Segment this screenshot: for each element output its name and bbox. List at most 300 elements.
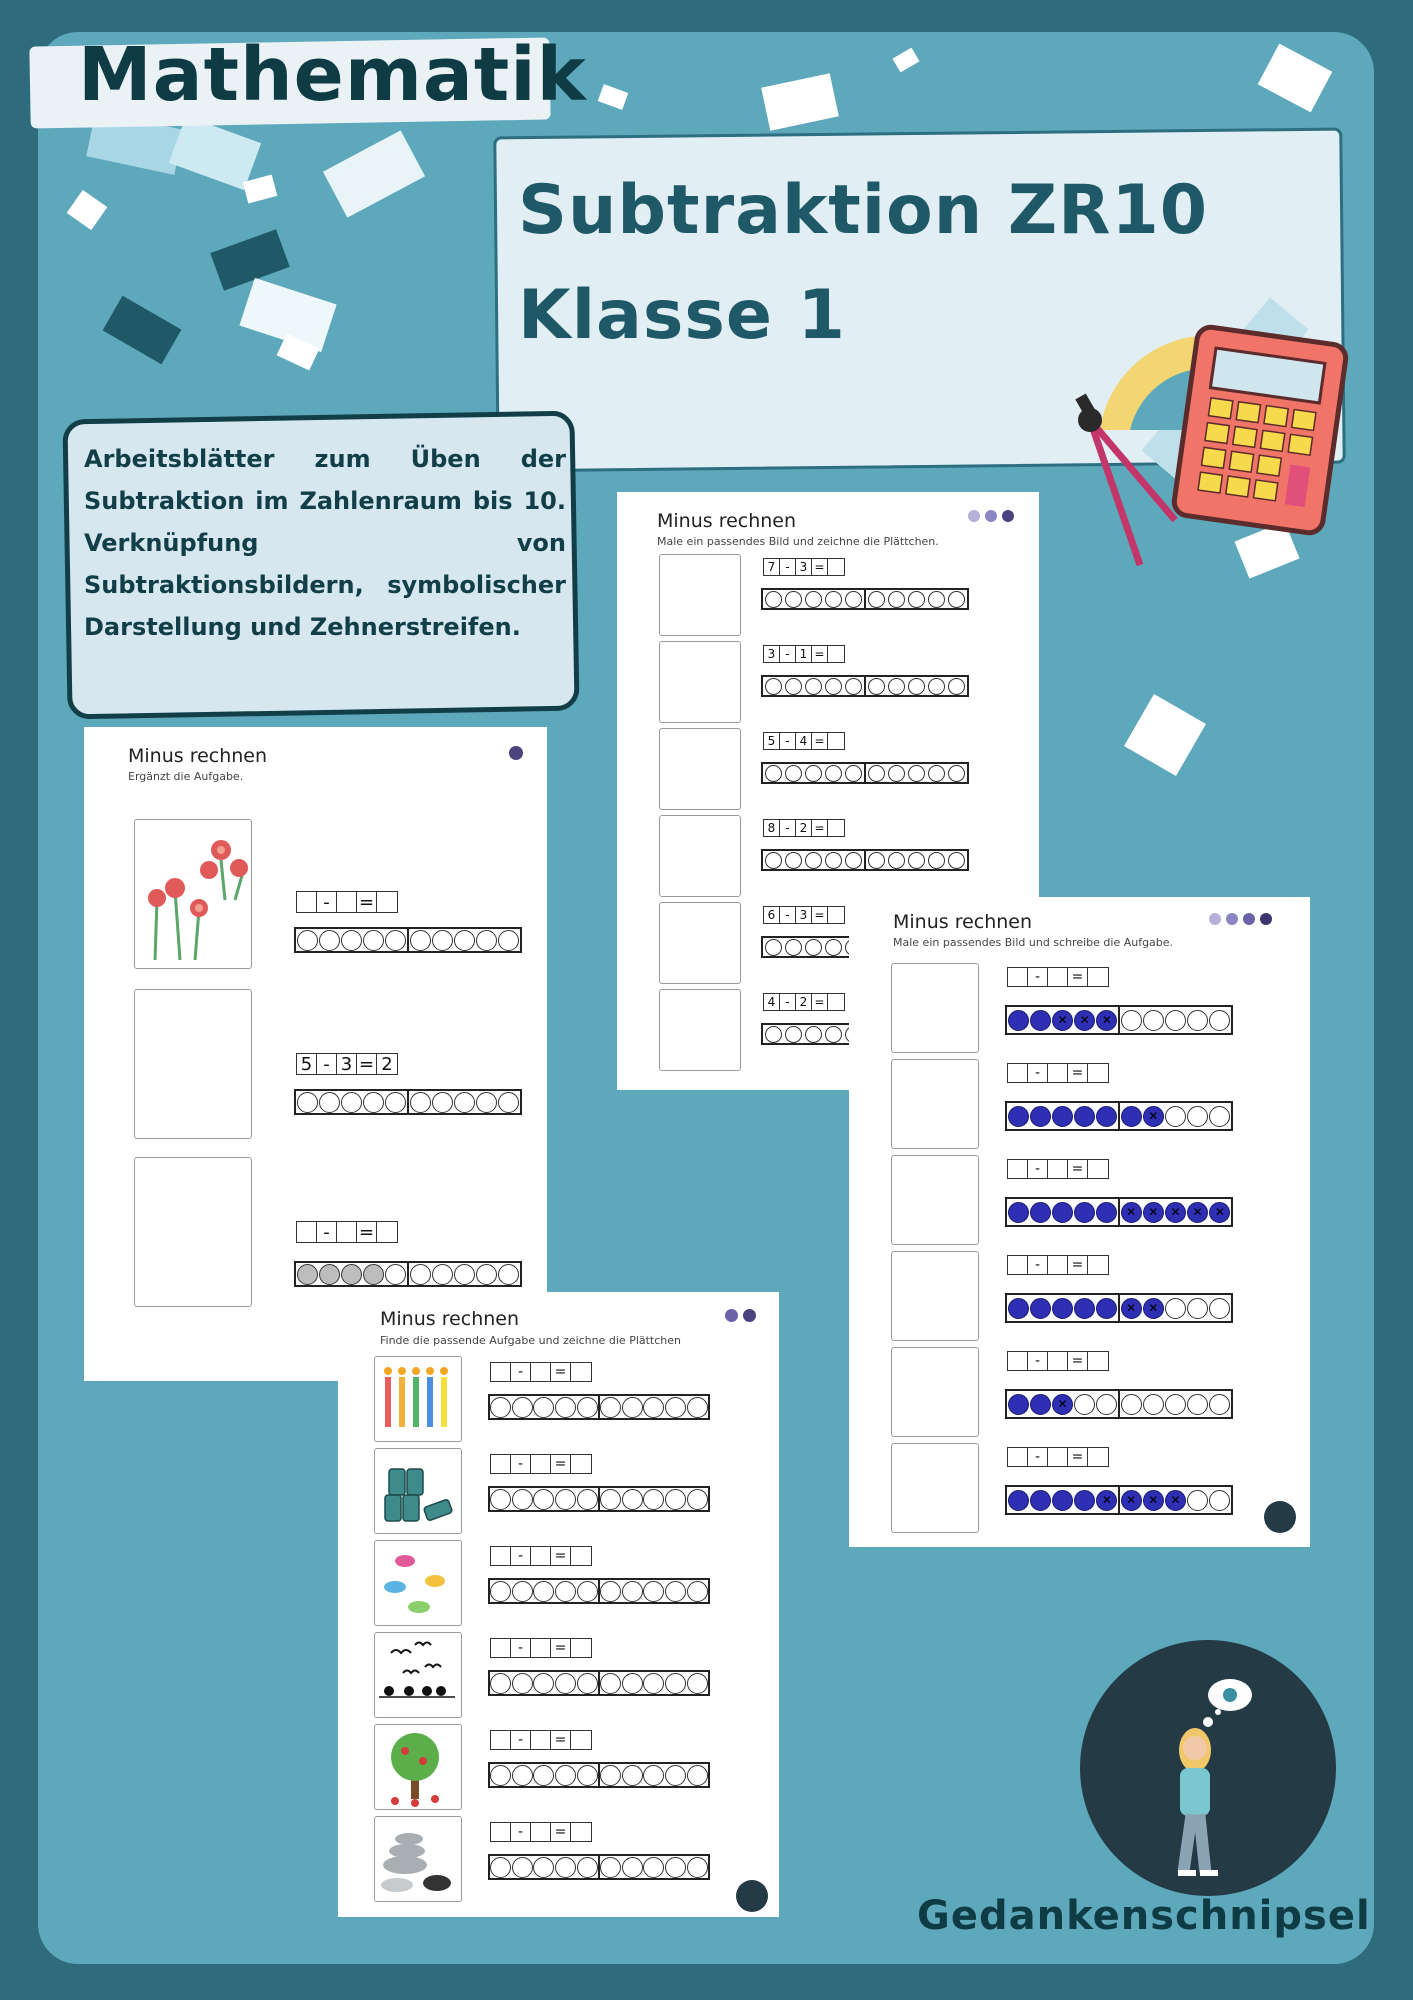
counter-circle xyxy=(868,765,885,782)
equation-cell: 5 xyxy=(297,1054,317,1074)
ten-frame-strip xyxy=(294,1089,522,1115)
equation-cell xyxy=(1088,1448,1108,1466)
counter-circle xyxy=(1165,1394,1186,1415)
counter-circle xyxy=(948,678,965,695)
counter-circle xyxy=(555,1857,576,1878)
equation-boxes xyxy=(1007,1063,1109,1083)
counter-circle xyxy=(1143,1490,1164,1511)
counter-circle xyxy=(1030,1490,1051,1511)
counter-circle xyxy=(1096,1298,1117,1319)
equation-boxes xyxy=(490,1362,592,1382)
counter-circle xyxy=(1052,1010,1073,1031)
equation-cell xyxy=(828,994,844,1010)
ten-frame-strip xyxy=(1005,1485,1233,1515)
picture-box xyxy=(374,1632,462,1718)
equation-cell xyxy=(1008,1448,1028,1466)
equation-cell: = xyxy=(357,892,377,912)
strip-half xyxy=(1007,1007,1120,1033)
title-line-1: Subtraktion ZR10 xyxy=(518,171,1209,250)
equation-cell xyxy=(531,1455,551,1473)
counter-circle xyxy=(512,1581,533,1602)
ten-frame-strip xyxy=(1005,1293,1233,1323)
counter-circle xyxy=(363,930,384,951)
equation-cell xyxy=(1088,1160,1108,1178)
strip-half xyxy=(1007,1391,1120,1417)
counter-circle xyxy=(577,1673,598,1694)
counter-circle xyxy=(687,1581,708,1602)
equation-boxes xyxy=(1007,1351,1109,1371)
author-name: Gedankenschnipsel xyxy=(917,1893,1371,1939)
counter-circle xyxy=(297,930,318,951)
counter-circle xyxy=(665,1765,686,1786)
counter-circle xyxy=(665,1489,686,1510)
picture-box xyxy=(659,554,741,636)
counter-circle xyxy=(765,939,782,956)
strip-half xyxy=(1120,1295,1231,1321)
counter-circle xyxy=(385,930,406,951)
equation-cell xyxy=(571,1823,591,1841)
counter-circle xyxy=(577,1765,598,1786)
equation-cell: = xyxy=(1068,1352,1088,1370)
counter-circle xyxy=(868,852,885,869)
equation-cell xyxy=(531,1731,551,1749)
equation-cell xyxy=(297,892,317,912)
counter-circle xyxy=(498,1264,519,1285)
equation-cell xyxy=(828,646,844,662)
equation-cell: - xyxy=(1028,1256,1048,1274)
equation-cell xyxy=(828,733,844,749)
equation-cell xyxy=(531,1363,551,1381)
equation-cell: = xyxy=(1068,1256,1088,1274)
counter-circle xyxy=(765,852,782,869)
equation-cell: = xyxy=(812,820,828,836)
counter-circle xyxy=(622,1489,643,1510)
counter-circle xyxy=(1121,1106,1142,1127)
counter-circle xyxy=(432,1264,453,1285)
strip-half xyxy=(490,1764,600,1786)
counter-circle xyxy=(1096,1010,1117,1031)
counter-circle xyxy=(687,1489,708,1510)
equation-cell: 3 xyxy=(796,559,812,575)
counter-circle xyxy=(363,1092,384,1113)
sheet-instruction: Ergänzt die Aufgabe. xyxy=(128,770,244,783)
brand-logo-icon xyxy=(1264,1501,1296,1533)
counter-circle xyxy=(385,1092,406,1113)
sheet-instruction: Finde die passende Aufgabe und zeichne die Plättchen xyxy=(380,1334,682,1347)
picture-box xyxy=(134,819,252,969)
equation-cell: - xyxy=(1028,1352,1048,1370)
strip-half xyxy=(490,1672,600,1694)
ten-frame-strip xyxy=(1005,1101,1233,1131)
equation-cell: - xyxy=(511,1639,531,1657)
ten-frame-strip xyxy=(488,1578,710,1604)
picture-box xyxy=(659,902,741,984)
counter-circle xyxy=(1008,1106,1029,1127)
picture-box xyxy=(374,1356,462,1442)
strip-half xyxy=(1120,1103,1231,1129)
equation-cell xyxy=(531,1823,551,1841)
math-tools-illustration xyxy=(1060,280,1350,580)
counter-circle xyxy=(825,1026,842,1043)
equation-cell: = xyxy=(1068,1448,1088,1466)
equation-cell xyxy=(491,1547,511,1565)
equation-cell xyxy=(1008,1352,1028,1370)
counter-circle xyxy=(888,765,905,782)
candies-icon xyxy=(375,1541,461,1625)
counter-circle xyxy=(512,1673,533,1694)
sheet-heading: Minus rechnen xyxy=(128,745,268,767)
counter-circle xyxy=(1143,1106,1164,1127)
counter-circle xyxy=(1121,1394,1142,1415)
counter-circle xyxy=(432,1092,453,1113)
ten-frame-strip xyxy=(488,1486,710,1512)
equation-cell: - xyxy=(511,1547,531,1565)
ten-frame-strip xyxy=(294,927,522,953)
ten-frame-strip xyxy=(761,849,969,871)
ten-frame-strip xyxy=(488,1670,710,1696)
counter-circle xyxy=(1030,1394,1051,1415)
counter-circle xyxy=(1187,1202,1208,1223)
equation-cell xyxy=(828,907,844,923)
equation-cell: = xyxy=(551,1363,571,1381)
picture-box xyxy=(374,1724,462,1810)
strip-half xyxy=(600,1580,708,1602)
equation-cell xyxy=(571,1455,591,1473)
equation-cell xyxy=(491,1731,511,1749)
counter-circle xyxy=(1209,1202,1230,1223)
worksheet-draw-picture xyxy=(849,897,1310,1547)
birds-icon xyxy=(375,1633,461,1717)
counter-circle xyxy=(1121,1298,1142,1319)
counter-circle xyxy=(512,1397,533,1418)
counter-circle xyxy=(1052,1394,1073,1415)
counter-circle xyxy=(555,1673,576,1694)
counter-circle xyxy=(600,1673,621,1694)
strip-half xyxy=(1120,1391,1231,1417)
level-dot xyxy=(1209,913,1221,925)
counter-circle xyxy=(410,1264,431,1285)
equation-cell xyxy=(1048,1064,1068,1082)
counter-circle xyxy=(805,852,822,869)
equation-cell: = xyxy=(551,1455,571,1473)
counter-circle xyxy=(908,678,925,695)
equation-cell xyxy=(1048,1160,1068,1178)
counter-circle xyxy=(498,930,519,951)
equation-cell: = xyxy=(1068,1160,1088,1178)
counter-circle xyxy=(533,1397,554,1418)
equation-cell: = xyxy=(551,1547,571,1565)
strip-half xyxy=(1007,1295,1120,1321)
worksheet-find-task xyxy=(338,1292,779,1917)
ten-frame-strip xyxy=(488,1762,710,1788)
equation-cell: = xyxy=(812,559,828,575)
counter-circle xyxy=(1209,1010,1230,1031)
equation-cell xyxy=(491,1823,511,1841)
strip-half xyxy=(409,1263,520,1285)
equation-boxes xyxy=(763,906,845,924)
counter-circle xyxy=(1096,1394,1117,1415)
equation-cell xyxy=(1088,1256,1108,1274)
counter-circle xyxy=(1165,1298,1186,1319)
equation-cell xyxy=(1048,1256,1068,1274)
strip-half xyxy=(1007,1487,1120,1513)
equation-boxes xyxy=(490,1730,592,1750)
picture-box xyxy=(374,1448,462,1534)
counter-circle xyxy=(643,1765,664,1786)
counter-circle xyxy=(577,1397,598,1418)
strip-half xyxy=(1120,1199,1231,1225)
counter-circle xyxy=(665,1857,686,1878)
equation-cell: - xyxy=(1028,1160,1048,1178)
strip-half xyxy=(1120,1007,1231,1033)
counter-circle xyxy=(765,591,782,608)
counter-circle xyxy=(1074,1202,1095,1223)
counter-circle xyxy=(319,1264,340,1285)
level-dot xyxy=(725,1309,738,1322)
worksheet-complete-task xyxy=(84,727,547,1381)
counter-circle xyxy=(665,1673,686,1694)
counter-circle xyxy=(665,1397,686,1418)
counter-circle xyxy=(1008,1298,1029,1319)
counter-circle xyxy=(1187,1298,1208,1319)
equation-cell: - xyxy=(1028,1064,1048,1082)
equation-cell xyxy=(1008,1160,1028,1178)
level-dot xyxy=(1226,913,1238,925)
counter-circle xyxy=(1187,1394,1208,1415)
equation-cell: - xyxy=(780,646,796,662)
counter-circle xyxy=(868,591,885,608)
counter-circle xyxy=(577,1489,598,1510)
counter-circle xyxy=(1187,1106,1208,1127)
level-dot xyxy=(1243,913,1255,925)
brand-logo-icon xyxy=(736,1880,768,1912)
counter-circle xyxy=(845,678,862,695)
counter-circle xyxy=(868,678,885,695)
equation-cell xyxy=(571,1547,591,1565)
counter-circle xyxy=(410,1092,431,1113)
counter-circle xyxy=(555,1581,576,1602)
picture-box xyxy=(134,1157,252,1307)
counter-circle xyxy=(687,1857,708,1878)
counter-circle xyxy=(297,1092,318,1113)
equation-cell: - xyxy=(317,1054,337,1074)
equation-cell xyxy=(1088,1352,1108,1370)
equation-boxes xyxy=(490,1638,592,1658)
brand-title: Mathematik xyxy=(78,32,587,118)
sheet-heading: Minus rechnen xyxy=(380,1308,520,1330)
equation-boxes xyxy=(296,1053,398,1075)
picture-box xyxy=(659,728,741,810)
counter-circle xyxy=(498,1092,519,1113)
counter-circle xyxy=(454,930,475,951)
picture-box xyxy=(374,1816,462,1902)
equation-boxes xyxy=(490,1546,592,1566)
counter-circle xyxy=(454,1264,475,1285)
picture-box xyxy=(659,989,741,1071)
counter-circle xyxy=(297,1264,318,1285)
counter-circle xyxy=(1008,1010,1029,1031)
counter-circle xyxy=(928,852,945,869)
level-dot xyxy=(509,746,523,760)
counter-circle xyxy=(805,591,822,608)
level-dot xyxy=(1002,510,1014,522)
counter-circle xyxy=(687,1397,708,1418)
counter-circle xyxy=(410,930,431,951)
ten-frame-strip xyxy=(1005,1197,1233,1227)
strip-half xyxy=(763,851,866,869)
counter-circle xyxy=(1165,1106,1186,1127)
sheet-heading: Minus rechnen xyxy=(657,510,797,532)
counter-circle xyxy=(845,852,862,869)
strip-half xyxy=(409,929,520,951)
equation-cell: = xyxy=(812,994,828,1010)
counter-circle xyxy=(1165,1202,1186,1223)
counter-circle xyxy=(687,1673,708,1694)
equation-boxes xyxy=(490,1822,592,1842)
equation-cell: = xyxy=(812,733,828,749)
equation-cell: - xyxy=(511,1823,531,1841)
strip-half xyxy=(763,677,866,695)
sheet-heading: Minus rechnen xyxy=(893,911,1033,933)
counter-circle xyxy=(512,1857,533,1878)
strip-half xyxy=(600,1396,708,1418)
equation-cell: = xyxy=(551,1639,571,1657)
counter-circle xyxy=(577,1857,598,1878)
equation-cell xyxy=(1088,968,1108,986)
counter-circle xyxy=(1030,1202,1051,1223)
counter-circle xyxy=(490,1397,511,1418)
counter-circle xyxy=(687,1765,708,1786)
strip-half xyxy=(490,1396,600,1418)
equation-cell: - xyxy=(780,907,796,923)
counter-circle xyxy=(622,1765,643,1786)
equation-cell: 2 xyxy=(796,994,812,1010)
equation-cell: 5 xyxy=(764,733,780,749)
counter-circle xyxy=(643,1489,664,1510)
ten-frame-strip xyxy=(1005,1005,1233,1035)
equation-cell: 2 xyxy=(796,820,812,836)
counter-circle xyxy=(1074,1298,1095,1319)
ten-frame-strip xyxy=(761,675,969,697)
counter-circle xyxy=(555,1489,576,1510)
equation-cell xyxy=(571,1363,591,1381)
strip-half xyxy=(866,851,967,869)
counter-circle xyxy=(785,678,802,695)
equation-cell xyxy=(1048,1448,1068,1466)
strip-half xyxy=(490,1488,600,1510)
counter-circle xyxy=(1209,1394,1230,1415)
counter-circle xyxy=(1052,1298,1073,1319)
cans-icon xyxy=(375,1449,461,1533)
counter-circle xyxy=(512,1489,533,1510)
counter-circle xyxy=(948,765,965,782)
equation-cell: - xyxy=(511,1731,531,1749)
counter-circle xyxy=(1008,1490,1029,1511)
stones-icon xyxy=(375,1817,461,1901)
counter-circle xyxy=(845,765,862,782)
equation-boxes xyxy=(1007,1447,1109,1467)
counter-circle xyxy=(1096,1490,1117,1511)
counter-circle xyxy=(555,1397,576,1418)
counter-circle xyxy=(845,591,862,608)
equation-cell: - xyxy=(1028,1448,1048,1466)
counter-circle xyxy=(908,852,925,869)
counter-circle xyxy=(765,678,782,695)
counter-circle xyxy=(1121,1010,1142,1031)
counter-circle xyxy=(888,852,905,869)
picture-box xyxy=(891,963,979,1053)
counter-circle xyxy=(490,1673,511,1694)
counter-circle xyxy=(622,1397,643,1418)
counter-circle xyxy=(1030,1106,1051,1127)
equation-cell: = xyxy=(812,646,828,662)
counter-circle xyxy=(928,591,945,608)
equation-cell xyxy=(828,820,844,836)
counter-circle xyxy=(1143,1394,1164,1415)
counter-circle xyxy=(533,1581,554,1602)
counter-circle xyxy=(1074,1010,1095,1031)
apple-tree-icon xyxy=(375,1725,461,1809)
picture-box xyxy=(659,815,741,897)
counter-circle xyxy=(1143,1010,1164,1031)
picture-box xyxy=(891,1347,979,1437)
equation-cell: - xyxy=(1028,968,1048,986)
counter-circle xyxy=(341,1264,362,1285)
picture-box xyxy=(891,1155,979,1245)
counter-circle xyxy=(1143,1202,1164,1223)
equation-cell: 2 xyxy=(381,1053,393,1075)
equation-cell: - xyxy=(780,820,796,836)
equation-cell: = xyxy=(1068,968,1088,986)
counter-circle xyxy=(1074,1106,1095,1127)
equation-boxes xyxy=(763,732,845,750)
counter-circle xyxy=(512,1765,533,1786)
equation-cell xyxy=(297,1222,317,1242)
level-dot xyxy=(1260,913,1272,925)
counter-circle xyxy=(805,1026,822,1043)
counter-circle xyxy=(622,1857,643,1878)
counter-circle xyxy=(1008,1394,1029,1415)
counter-circle xyxy=(765,765,782,782)
counter-circle xyxy=(785,591,802,608)
counter-circle xyxy=(1187,1490,1208,1511)
counter-circle xyxy=(600,1489,621,1510)
equation-cell: 3 xyxy=(337,1054,357,1074)
counter-circle xyxy=(1030,1298,1051,1319)
counter-circle xyxy=(490,1581,511,1602)
equation-cell xyxy=(1008,968,1028,986)
equation-cell: 8 xyxy=(764,820,780,836)
counter-circle xyxy=(600,1581,621,1602)
counter-circle xyxy=(319,930,340,951)
counter-circle xyxy=(825,852,842,869)
picture-box xyxy=(659,641,741,723)
strip-half xyxy=(296,1091,409,1113)
counter-circle xyxy=(600,1765,621,1786)
counter-circle xyxy=(1209,1298,1230,1319)
counter-circle xyxy=(600,1397,621,1418)
equation-cell: - xyxy=(780,733,796,749)
counter-circle xyxy=(533,1857,554,1878)
counter-circle xyxy=(490,1765,511,1786)
equation-cell xyxy=(377,892,397,912)
counter-circle xyxy=(1052,1490,1073,1511)
counter-circle xyxy=(1143,1298,1164,1319)
picture-box xyxy=(891,1059,979,1149)
equation-cell: = xyxy=(551,1731,571,1749)
equation-cell: = xyxy=(812,907,828,923)
equation-cell: = xyxy=(357,1222,377,1242)
